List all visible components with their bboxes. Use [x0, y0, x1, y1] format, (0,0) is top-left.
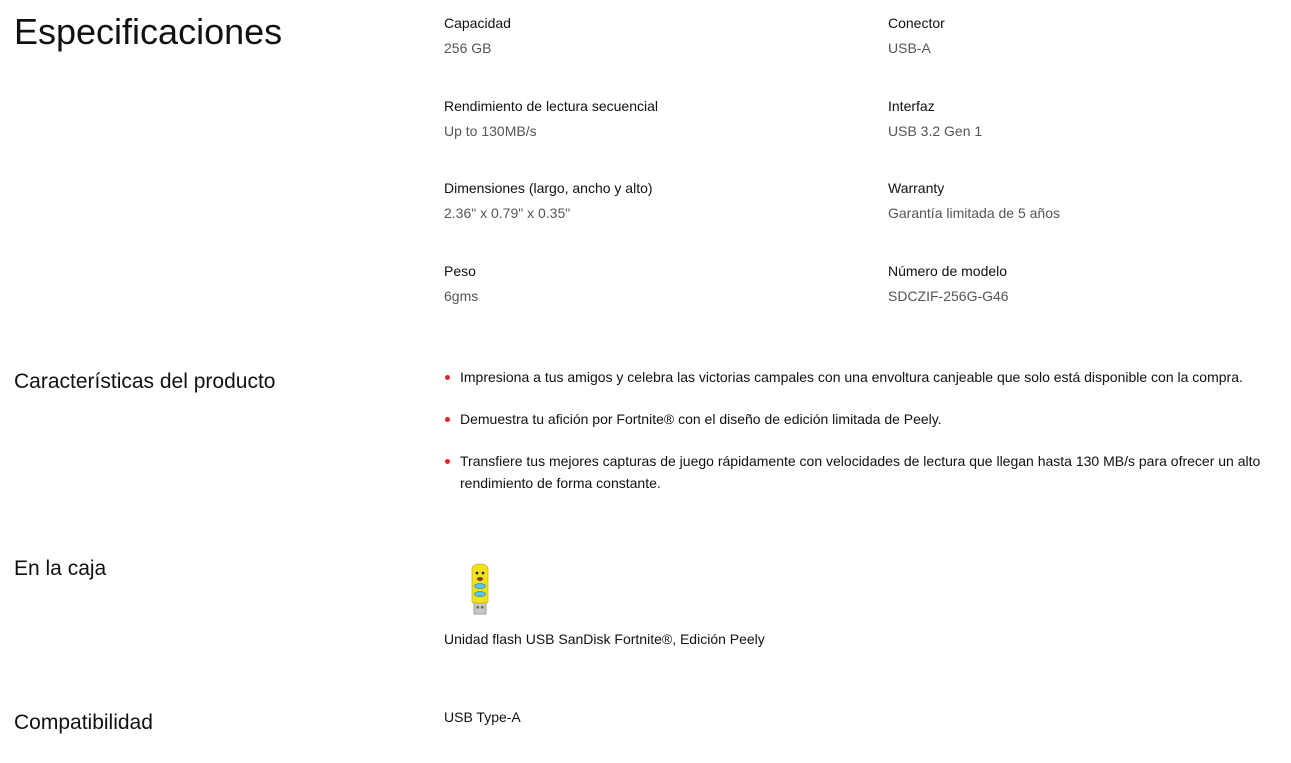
compat-title: Compatibilidad — [14, 711, 153, 734]
spec-label: Interfaz — [888, 98, 935, 114]
spec-value: SDCZIF-256G-G46 — [888, 288, 1009, 304]
spec-interface — [888, 97, 1291, 140]
spec-connector — [888, 14, 1291, 57]
spec-label: Conector — [888, 15, 945, 31]
spec-value: 6gms — [444, 288, 479, 304]
box-title: En la caja — [14, 557, 107, 580]
feature-text: Transfiere tus mejores capturas de juego rápidamente con velocidades de lectura que llegan hasta 130 MB/s para ofrecer un alto rendimiento de forma constante. — [460, 453, 1261, 491]
spec-value: Up to 130MB/s — [444, 123, 537, 139]
spec-label: Peso — [444, 263, 476, 279]
usb-drive-peely-image — [466, 562, 494, 616]
bullet-icon — [445, 417, 450, 422]
spec-value: Garantía limitada de 5 años — [888, 205, 1060, 221]
spec-label: Dimensiones (largo, ancho y alto) — [444, 180, 653, 196]
features-title: Características del producto — [14, 370, 276, 393]
bullet-icon — [445, 459, 450, 464]
spec-value: USB 3.2 Gen 1 — [888, 123, 983, 139]
spec-label: Capacidad — [444, 15, 511, 31]
spec-dimensions — [444, 179, 864, 222]
spec-weight — [444, 262, 864, 305]
box-item-caption: Unidad flash USB SanDisk Fortnite®, Edición Peely — [444, 631, 765, 647]
spec-label: Número de modelo — [888, 263, 1008, 279]
feature-text: Impresiona a tus amigos y celebra las victorias campales con una envoltura canjeable que solo está disponible con la compra. — [460, 369, 1243, 385]
bullet-icon — [445, 375, 450, 380]
feature-item — [444, 450, 1279, 494]
feature-item — [444, 366, 1279, 388]
spec-value: 256 GB — [444, 40, 492, 56]
specs-title: Especificaciones — [14, 11, 283, 52]
spec-value: USB-A — [888, 40, 931, 56]
compat-value: USB Type-A — [444, 709, 521, 725]
spec-read-speed — [444, 97, 864, 140]
features-list — [444, 366, 1279, 514]
spec-model-number — [888, 262, 1291, 305]
spec-warranty — [888, 179, 1291, 222]
spec-capacity — [444, 14, 864, 57]
feature-text: Demuestra tu afición por Fortnite® con el diseño de edición limitada de Peely. — [460, 411, 942, 427]
spec-label: Warranty — [888, 180, 945, 196]
feature-item — [444, 408, 1279, 430]
spec-value: 2.36" x 0.79" x 0.35" — [444, 205, 571, 221]
spec-label: Rendimiento de lectura secuencial — [444, 98, 659, 114]
